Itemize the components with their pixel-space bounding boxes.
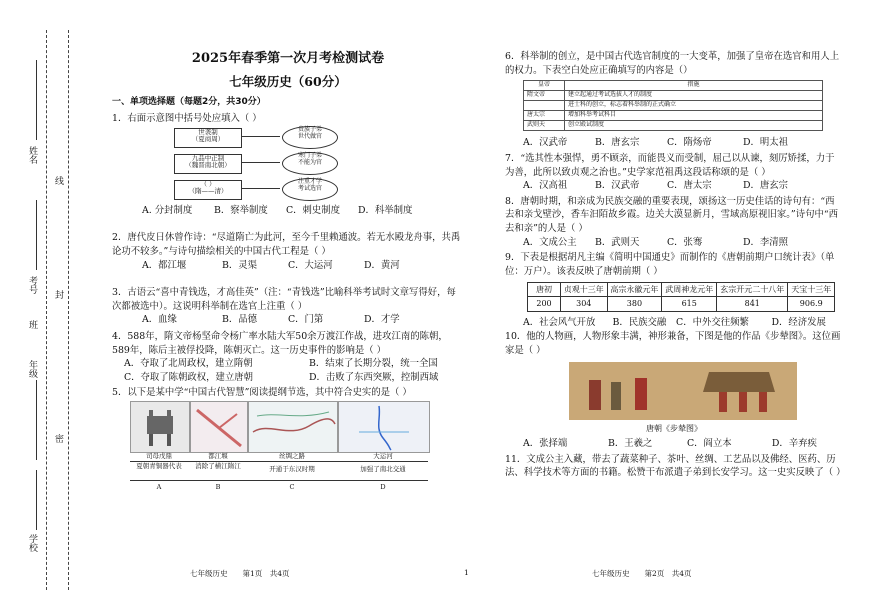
binding-line-inner — [68, 30, 69, 590]
q6-cell: 增加科举考试科目 — [565, 111, 823, 121]
q10-option-a[interactable]: A．张择端 — [523, 438, 568, 450]
q5-title-d: 大运河 — [373, 452, 393, 461]
q9-head: 天宝十三年 — [788, 282, 835, 297]
q6-head-measure: 措施 — [565, 81, 823, 91]
exam-no-blank — [36, 200, 38, 270]
right-column — [505, 0, 846, 480]
q1-arrow-2 — [242, 162, 280, 163]
binding-line-outer — [46, 30, 47, 590]
q9-options — [523, 316, 843, 330]
q1-box-1: 世袭制 （夏商周） — [174, 128, 242, 148]
q6-cell: 创立殿试制度 — [565, 121, 823, 131]
q1-box-3: （ ） （隋——清） — [174, 180, 242, 200]
q10-option-c[interactable]: C．阎立本 — [686, 438, 732, 450]
q4-stem: 4．588年，隋文帝杨坚命令杨广率水陆大军50余万渡江作战，进攻江南的陈朝，589年，陈后主被俘投降，陈朝灭亡。这一历史事件的影响是（ ） — [112, 331, 448, 356]
name-label: 姓名 — [27, 146, 37, 164]
q4-option-c[interactable]: C．夺取了陈朝政权，建立唐朝 — [124, 371, 254, 383]
seal-line-label: 线 — [53, 176, 63, 185]
q5-dujiangyan-image — [190, 401, 248, 453]
footer-right: 七年级历史 第2页 共4页 — [592, 569, 692, 578]
q10-caption: 唐朝《步辇图》 — [646, 423, 702, 433]
q6-options — [523, 136, 843, 150]
q6-cell: 隋文帝 — [524, 91, 565, 101]
q2-option-b[interactable]: B．灵渠 — [222, 259, 258, 271]
q9-option-a[interactable]: A．社会风气开放 — [523, 316, 596, 328]
q6-stem: 6．科举制的创立，是中国古代选官制度的一大变革，加强了皇帝在选官和用人上的权力。下表空白处应正确填写的内容是（） — [505, 51, 840, 76]
q9-stem: 9．下表是根据胡凡主编《简明中国通史》而制作的《唐朝前期户口统计表》（单位：万户）。该表反映了唐朝前期（ ） — [505, 252, 835, 277]
q7-option-a[interactable]: A．汉高祖 — [523, 180, 568, 192]
q5-stem: 5．以下是某中学“中国古代智慧”阅读提纲节选，其中符合史实的是（ ） — [112, 386, 412, 398]
q5-title-a: 司母戊鼎 — [146, 452, 172, 461]
class-label: 班 — [27, 320, 37, 329]
q5-title-b: 都江堰 — [208, 452, 228, 461]
q9-cell: 841 — [717, 297, 788, 312]
q7-options — [523, 179, 843, 193]
q1-stem: 1．右面示意图中括号处应填入（ ） — [112, 113, 262, 125]
q6-option-c[interactable]: C．隋炀帝 — [667, 137, 712, 149]
q1-oval-2: 寒门子弟 不能为官 — [282, 152, 338, 175]
q5-ding-image — [130, 401, 190, 453]
q9-table — [527, 282, 835, 312]
q6-option-d[interactable]: D．明太祖 — [743, 137, 789, 149]
q8-stem: 8．唐朝时期，和亲成为民族交融的重要表现，颂扬这一历史佳话的诗句有：“西去和亲戈壁沙，香车汩陌故乡霞。边关大漠显新月，雪域高原视旧家。”诗句中“西去和亲”的人是（ ） — [505, 195, 839, 234]
q10-options — [523, 437, 843, 451]
q10-option-b[interactable]: B．王羲之 — [607, 438, 653, 450]
silk-road-map-icon — [249, 402, 337, 452]
q9-cell: 615 — [662, 297, 717, 312]
q5-letter-d[interactable]: D — [380, 483, 386, 492]
q8-option-b[interactable]: B．武则天 — [595, 236, 640, 248]
q5-desc-a: 夏朝青铜器代表 — [136, 462, 182, 471]
q3-option-c[interactable]: C．门第 — [288, 314, 324, 326]
q6-cell: 武则天 — [524, 121, 565, 131]
q5-desc-b: 消除了横江隋江 — [195, 462, 241, 471]
q1-oval-1: 贵族子弟 世代做官 — [282, 126, 338, 149]
q1-arrow-1 — [242, 136, 280, 137]
q6-option-a[interactable]: A．汉武帝 — [523, 137, 568, 149]
q5-title-c: 丝绸之路 — [279, 452, 305, 461]
q6-table — [523, 80, 823, 131]
q4-option-d[interactable]: D．击败了东西突厥，控制西域 — [309, 371, 439, 383]
q6-cell: 进士科的创立，标志着科举制的正式确立 — [565, 101, 823, 111]
q1-option-b[interactable]: B．察举制度 — [214, 204, 268, 216]
q9-option-d[interactable]: D．经济发展 — [771, 316, 826, 328]
q9-option-c[interactable]: C．中外交往频繁 — [676, 316, 749, 328]
canal-map-icon — [339, 402, 429, 452]
grade-label: 年级 — [27, 360, 37, 378]
q3-option-a[interactable]: A．血缘 — [142, 314, 177, 326]
q5-letter-a[interactable]: A — [156, 483, 162, 492]
ding-icon — [131, 402, 189, 452]
grade-blank — [36, 380, 38, 460]
school-label: 学校 — [27, 534, 37, 552]
q6-option-b[interactable]: B．唐玄宗 — [595, 137, 640, 149]
q5-figure — [130, 401, 430, 497]
q4-option-b[interactable]: B．结束了长期分裂，统一全国 — [309, 358, 438, 370]
q9-cell: 304 — [561, 297, 608, 312]
left-column — [112, 0, 464, 497]
seal-label: 封 — [53, 290, 63, 299]
q7-option-d[interactable]: D．唐玄宗 — [743, 180, 789, 192]
q5-desc-c: 开通于东汉时期 — [269, 465, 315, 474]
q10-painting-image — [569, 362, 797, 420]
q2-option-d[interactable]: D．黄河 — [364, 259, 400, 271]
q5-canal-image — [338, 401, 430, 453]
q9-head: 唐初 — [528, 282, 561, 297]
section-heading: 一、单项选择题（每题2分，共30分） — [112, 96, 266, 107]
q2-option-a[interactable]: A．都江堰 — [142, 259, 187, 271]
q5-letter-b[interactable]: B — [215, 483, 221, 492]
secret-label: 密 — [53, 434, 63, 443]
q2-option-c[interactable]: C．大运河 — [288, 259, 333, 271]
q6-cell: 建立起通过考试选拔人才的制度 — [565, 91, 823, 101]
q7-stem: 7．“选其性本强悍，勇不顾亲，而能畏义而受制，屈己以从谏，刻厉矫揉，力于为善，此所以致贞观之治也。”史学家范祖禹这段话称颂的是（ ） — [505, 152, 835, 178]
q7-option-c[interactable]: C．唐太宗 — [667, 180, 712, 192]
name-blank — [36, 60, 38, 140]
q3-stem: 3．古语云“喜中青钱选，才高佳英”（注：“青钱选”比喻科举考试时文章写得好，每次都被选中）。这说明科举制在选官上注重（ ） — [112, 287, 456, 312]
exam-title: 2025年春季第一次月考检测试卷 — [191, 51, 385, 66]
q4-option-a[interactable]: A．夺取了北周政权，建立隋朝 — [124, 358, 253, 370]
painting-figures-icon — [569, 362, 797, 420]
q1-arrow-3 — [242, 188, 280, 189]
q8-option-d[interactable]: D．李清照 — [743, 236, 789, 248]
exam-subtitle: 七年级历史（60分） — [229, 73, 347, 89]
q1-diagram — [174, 126, 374, 204]
school-blank — [36, 470, 38, 530]
q9-head: 贞观十三年 — [561, 282, 608, 297]
q6-cell-blank — [524, 101, 565, 111]
q9-cell: 380 — [607, 297, 662, 312]
footer-left: 七年级历史 第1页 共4页 — [190, 569, 290, 578]
q5-desc-d: 加强了南北交通 — [360, 465, 406, 474]
q5-letter-c[interactable]: C — [289, 483, 295, 492]
q6-cell: 唐太宗 — [524, 111, 565, 121]
map-icon — [191, 402, 247, 452]
q10-stem: 10．他的人物画，人物形象丰满，神形兼备，下图是他的作品《步辇图》。这位画家是（ ） — [505, 331, 841, 356]
q11-stem: 11．文成公主入藏，带去了蔬菜种子、茶叶、丝绸、工艺品以及佛经、医药、历法、科学技术等方面的书籍。松赞干布派遣子弟到长安学习。这一史实反映了（ ） — [505, 453, 846, 479]
q1-option-a[interactable]: A. 分封制度 — [142, 204, 193, 216]
q9-head: 高宗永徽元年 — [607, 282, 662, 297]
q8-option-c[interactable]: C．张骞 — [667, 236, 703, 248]
q4-options — [124, 357, 464, 384]
q3-option-b[interactable]: B．品德 — [222, 314, 258, 326]
q9-cell: 906.9 — [788, 297, 835, 312]
exam-no-label: 考号 — [27, 276, 37, 294]
q3-option-d[interactable]: D．才学 — [364, 314, 400, 326]
q6-head-emperor: 皇帝 — [524, 81, 565, 91]
q1-option-c[interactable]: C．刺史制度 — [286, 204, 341, 216]
q9-head: 玄宗开元二十八年 — [717, 282, 788, 297]
q10-option-d[interactable]: D．辛弃疾 — [771, 438, 817, 450]
q1-oval-3: 注重才学 考试选官 — [282, 178, 338, 201]
q1-options — [142, 204, 464, 218]
footer-page-mark: 1 — [464, 568, 469, 577]
q9-head: 武周神龙元年 — [662, 282, 717, 297]
q9-cell: 200 — [528, 297, 561, 312]
q3-options — [142, 313, 464, 327]
q5-silkroad-image — [248, 401, 338, 453]
q1-box-2: 九品中正制 （魏晋南北朝） — [174, 154, 242, 174]
q9-option-b[interactable]: B．民族交融 — [612, 316, 667, 328]
q8-option-a[interactable]: A．文成公主 — [523, 236, 577, 248]
q7-option-b[interactable]: B．汉武帝 — [595, 180, 640, 192]
q1-option-d[interactable]: D．科举制度 — [358, 204, 413, 216]
q8-options — [523, 236, 843, 250]
q2-stem: 2．唐代皮日休曾作诗：“尽道隋亡为此河，至今千里赖通波。若无水殿龙舟事，共禹论功不较多。”与诗句描绘相关的中国古代工程是（ ） — [112, 232, 461, 257]
q2-options — [142, 259, 464, 273]
